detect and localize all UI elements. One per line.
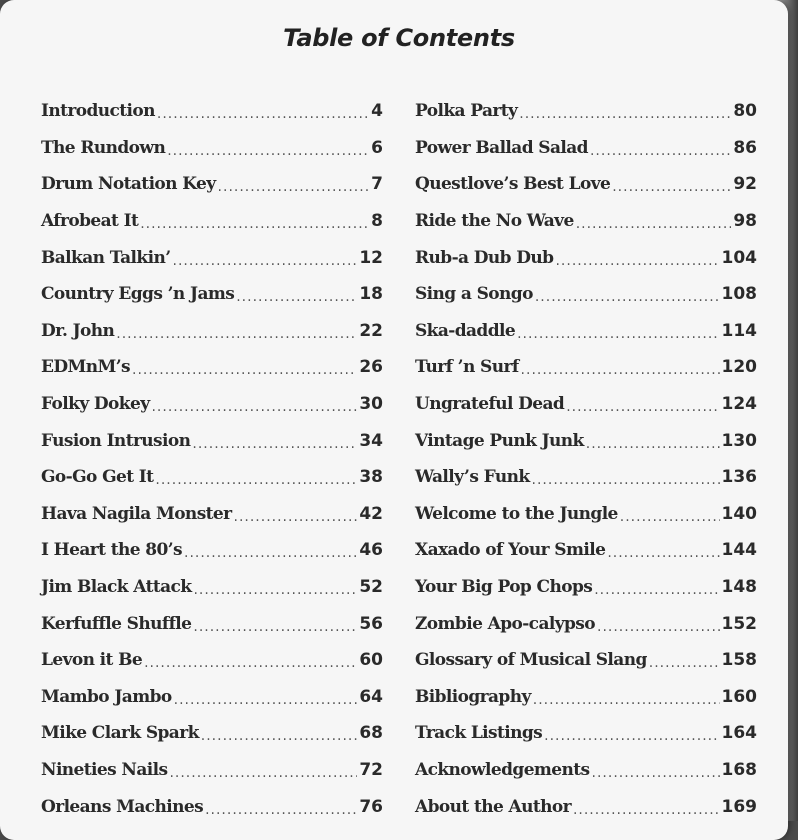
toc-entry <box>41 93 383 130</box>
dot-leader <box>201 728 358 744</box>
dot-leader <box>612 179 731 195</box>
toc-entry-page-number: 52 <box>359 577 383 598</box>
toc-entry-title: Introduction <box>41 101 155 122</box>
dot-leader <box>192 436 357 452</box>
toc-entry <box>415 422 757 459</box>
toc-entry-title: Your Big Pop Chops <box>415 577 593 598</box>
toc-entry-title: Welcome to the Jungle <box>415 503 618 524</box>
toc-entry-title: Rub-a Dub Dub <box>415 247 554 268</box>
dot-leader <box>193 582 357 598</box>
toc-entry <box>415 276 757 313</box>
toc-entry-page-number: 12 <box>359 247 383 268</box>
toc-entry <box>415 605 757 642</box>
toc-entry-title: Nineties Nails <box>41 759 168 780</box>
toc-entry <box>415 239 757 276</box>
toc-entry <box>41 422 383 459</box>
dot-leader <box>174 692 358 708</box>
toc-entry-page-number: 72 <box>359 759 383 780</box>
toc-entry-page-number: 7 <box>371 174 383 195</box>
toc-entry-title: Mambo Jambo <box>41 686 172 707</box>
toc-entry <box>41 532 383 569</box>
toc-entry-page-number: 8 <box>371 211 383 232</box>
toc-entry-title: The Rundown <box>41 137 166 158</box>
toc-entry <box>41 642 383 679</box>
toc-entry-page-number: 86 <box>733 137 757 158</box>
toc-entry-title: Vintage Punk Junk <box>415 430 584 451</box>
toc-entry <box>41 752 383 789</box>
toc-entry <box>41 569 383 606</box>
toc-entry <box>415 459 757 496</box>
toc-entry-title: Hava Nagila Monster <box>41 503 232 524</box>
toc-entry-page-number: 64 <box>359 686 383 707</box>
dot-leader <box>236 289 357 305</box>
toc-column-left <box>41 93 383 825</box>
toc-entry <box>415 203 757 240</box>
toc-entry-title: Ska-daddle <box>415 320 516 341</box>
toc-entry-title: Afrobeat It <box>41 211 139 232</box>
toc-entry-page-number: 148 <box>721 577 757 598</box>
toc-entry-title: I Heart the 80’s <box>41 540 182 561</box>
toc-entry-page-number: 152 <box>721 613 757 634</box>
toc-entry-page-number: 140 <box>721 503 757 524</box>
toc-entry-title: Zombie Apo-calypso <box>415 613 595 634</box>
toc-entry-page-number: 42 <box>359 503 383 524</box>
dot-leader <box>566 399 719 415</box>
dot-leader <box>607 545 719 561</box>
dot-leader <box>144 655 357 671</box>
toc-entry-page-number: 92 <box>733 174 757 195</box>
dot-leader <box>184 545 357 561</box>
toc-entry <box>41 496 383 533</box>
dot-leader <box>576 216 732 232</box>
toc-entry-title: Ungrateful Dead <box>415 394 565 415</box>
toc-entry-page-number: 136 <box>721 467 757 488</box>
dot-leader <box>116 326 357 342</box>
toc-entry <box>41 313 383 350</box>
dot-leader <box>544 728 719 744</box>
toc-entry <box>415 679 757 716</box>
toc-entry-page-number: 164 <box>721 723 757 744</box>
toc-entry-page-number: 68 <box>359 723 383 744</box>
toc-entry-page-number: 158 <box>721 650 757 671</box>
dot-leader <box>218 179 370 195</box>
toc-entry-title: Go-Go Get It <box>41 467 154 488</box>
toc-entry <box>41 276 383 313</box>
page-title: Table of Contents <box>283 24 515 52</box>
toc-entry-title: Track Listings <box>415 723 543 744</box>
toc-entry <box>415 496 757 533</box>
toc-entry-title: Fusion Intrusion <box>41 430 191 451</box>
toc-entry-title: Mike Clark Spark <box>41 723 199 744</box>
toc-entry-title: Xaxado of Your Smile <box>415 540 606 561</box>
toc-entry-page-number: 34 <box>359 430 383 451</box>
toc-entry-page-number: 169 <box>721 796 757 817</box>
dot-leader <box>649 655 720 671</box>
dot-leader <box>519 106 731 122</box>
dot-leader <box>532 472 720 488</box>
toc-entry <box>415 386 757 423</box>
toc-entry-page-number: 130 <box>721 430 757 451</box>
toc-entry <box>415 532 757 569</box>
toc-entry-title: Jim Black Attack <box>41 577 192 598</box>
toc-entry <box>415 130 757 167</box>
dot-leader <box>592 765 720 781</box>
dot-leader <box>205 802 357 818</box>
toc-column-right <box>415 93 757 825</box>
toc-entry-title: Sing a Songo <box>415 284 533 305</box>
toc-entry-page-number: 60 <box>359 650 383 671</box>
toc-entry-title: EDMnM’s <box>41 357 130 378</box>
toc-entry-title: Wally’s Funk <box>415 467 530 488</box>
toc-entry-title: Power Ballad Salad <box>415 137 588 158</box>
toc-entry <box>415 349 757 386</box>
dot-leader <box>533 692 720 708</box>
toc-entry-page-number: 4 <box>371 101 383 122</box>
dot-leader <box>173 253 358 269</box>
toc-entry-page-number: 120 <box>721 357 757 378</box>
toc-entry-title: Acknowledgements <box>415 759 590 780</box>
dot-leader <box>597 619 720 635</box>
dot-leader <box>555 253 719 269</box>
toc-entry <box>41 715 383 752</box>
toc-entry <box>415 166 757 203</box>
dot-leader <box>521 362 720 378</box>
toc-entry-title: Folky Dokey <box>41 394 150 415</box>
toc-entry-page-number: 76 <box>359 796 383 817</box>
toc-entry <box>41 788 383 825</box>
toc-entry-page-number: 168 <box>721 759 757 780</box>
dot-leader <box>590 143 731 159</box>
toc-entry <box>415 788 757 825</box>
toc-entry <box>415 569 757 606</box>
toc-entry-title: Country Eggs ’n Jams <box>41 284 235 305</box>
toc-entry-page-number: 46 <box>359 540 383 561</box>
toc-entry-title: Dr. John <box>41 320 115 341</box>
toc-entry-title: Questlove’s Best Love <box>415 174 611 195</box>
dot-leader <box>535 289 720 305</box>
toc-entry <box>41 203 383 240</box>
toc-entry-page-number: 98 <box>733 211 757 232</box>
toc-entry-page-number: 108 <box>721 284 757 305</box>
dot-leader <box>132 362 357 378</box>
dot-leader <box>157 106 369 122</box>
toc-entry-title: Drum Notation Key <box>41 174 216 195</box>
toc-entry <box>41 239 383 276</box>
toc-entry <box>41 166 383 203</box>
toc-entry-title: Glossary of Musical Slang <box>415 650 647 671</box>
dot-leader <box>169 765 357 781</box>
toc-entry-page-number: 22 <box>359 320 383 341</box>
toc-entry-title: Bibliography <box>415 686 531 707</box>
toc-entry-page-number: 114 <box>721 320 757 341</box>
toc-entry <box>41 349 383 386</box>
toc-entry-title: Balkan Talkin’ <box>41 247 171 268</box>
toc-entry-title: About the Author <box>415 796 571 817</box>
dot-leader <box>140 216 369 232</box>
toc-entry-page-number: 38 <box>359 467 383 488</box>
toc-entry-page-number: 18 <box>359 284 383 305</box>
toc-entry <box>41 679 383 716</box>
toc-entry-title: Ride the No Wave <box>415 211 574 232</box>
toc-entry-page-number: 124 <box>721 394 757 415</box>
toc-entry-page-number: 80 <box>733 101 757 122</box>
toc-entry-page-number: 6 <box>371 137 383 158</box>
toc-entry <box>41 130 383 167</box>
dot-leader <box>517 326 719 342</box>
toc-entry-page-number: 30 <box>359 394 383 415</box>
toc-entry-page-number: 160 <box>721 686 757 707</box>
dot-leader <box>573 802 720 818</box>
toc-entry <box>415 313 757 350</box>
dot-leader <box>586 436 720 452</box>
dot-leader <box>155 472 357 488</box>
dot-leader <box>234 509 358 525</box>
toc-entry-title: Orleans Machines <box>41 796 204 817</box>
toc-entry-page-number: 56 <box>359 613 383 634</box>
dot-leader <box>151 399 357 415</box>
dot-leader <box>594 582 719 598</box>
toc-entry-title: Polka Party <box>415 101 518 122</box>
toc-entry <box>41 459 383 496</box>
toc-entry-page-number: 104 <box>721 247 757 268</box>
toc-entry-title: Levon it Be <box>41 650 143 671</box>
toc-entry <box>415 715 757 752</box>
toc-entry <box>41 386 383 423</box>
dot-leader <box>620 509 720 525</box>
toc-entry-title: Turf ’n Surf <box>415 357 519 378</box>
toc-entry <box>415 93 757 130</box>
toc-entry <box>41 605 383 642</box>
toc-entry <box>415 752 757 789</box>
dot-leader <box>193 619 357 635</box>
toc-entry-page-number: 144 <box>721 540 757 561</box>
toc-entry <box>415 642 757 679</box>
toc-entry-title: Kerfuffle Shuffle <box>41 613 192 634</box>
dot-leader <box>167 143 369 159</box>
toc-entry-page-number: 26 <box>359 357 383 378</box>
